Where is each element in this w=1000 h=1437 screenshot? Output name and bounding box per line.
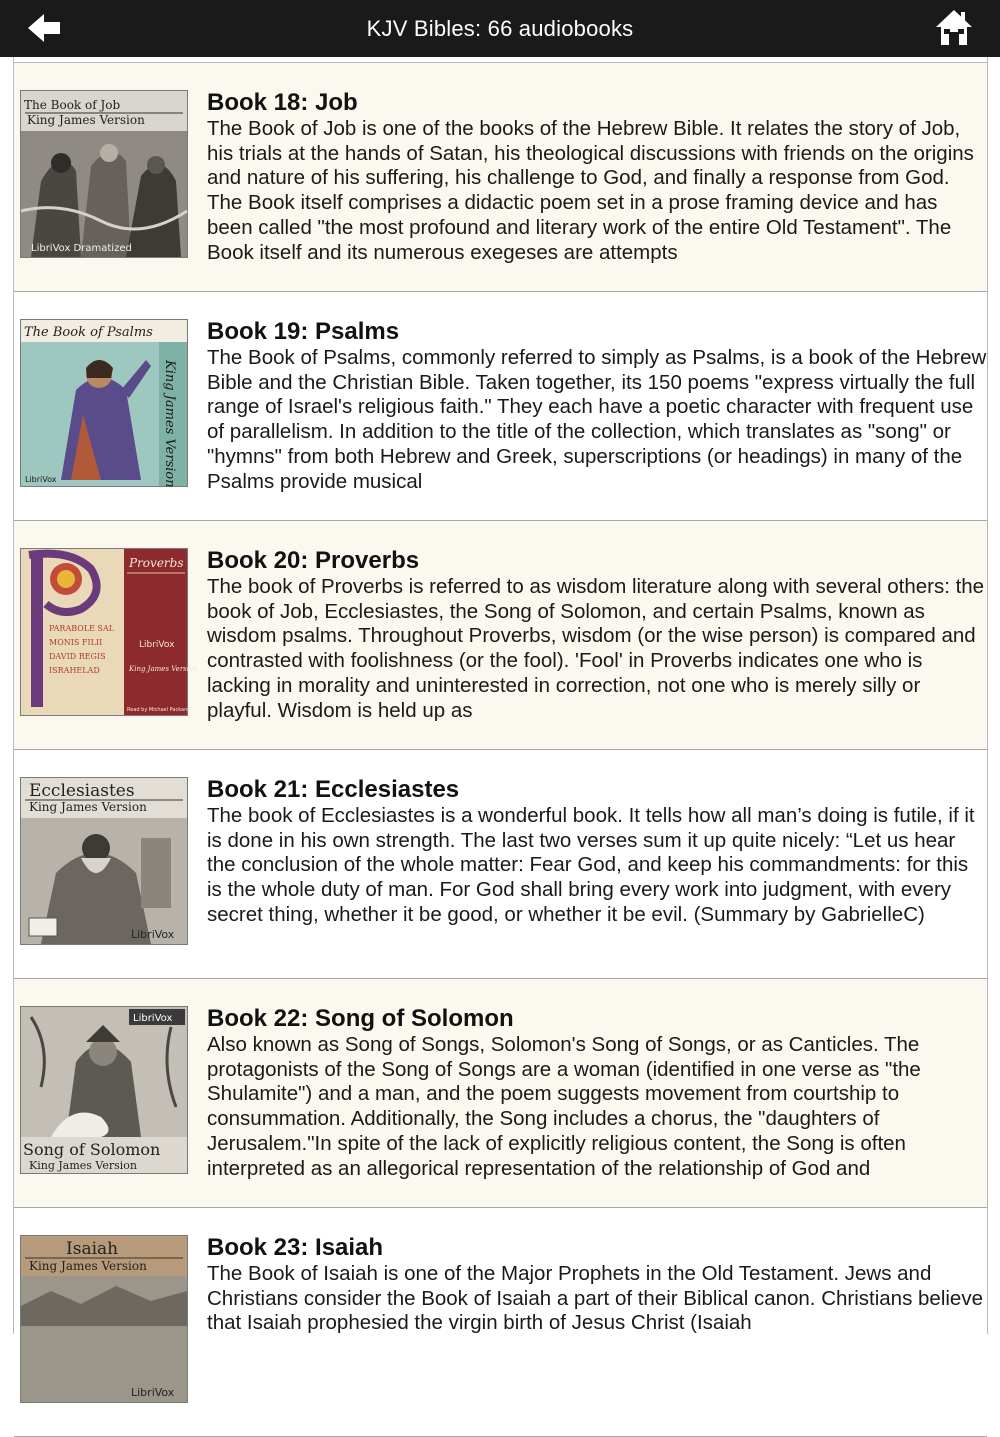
svg-text:Ecclesiastes: Ecclesiastes (29, 781, 135, 801)
svg-text:Read by Michael Packard: Read by Michael Packard (127, 707, 190, 713)
audiobook-list[interactable] (13, 57, 988, 1399)
svg-text:LibriVox: LibriVox (139, 640, 175, 650)
book-text-ecclesiastes (207, 776, 987, 952)
book-text-psalms (207, 318, 987, 494)
home-button[interactable] (934, 8, 974, 48)
svg-text:PARABOLE SAL: PARABOLE SAL (49, 624, 115, 633)
book-title: Book 20: Proverbs (207, 547, 420, 574)
book-description: The Book of Psalms, commonly referred to simply as Psalms, is a book of the Hebrew Bible and the Christian Bible. Taken together, its 150 poems "express virtually the full range of Israel's religious faith." They each have a poetic character with frequent use of parallelism. In addition to the title of the collection, which translates as "song" or "hymns" from both Hebrew and Greek, superscriptions (or headings) in many of the Psalms provide musical (207, 346, 987, 493)
page-title: KJV Bibles: 66 audiobooks (366, 16, 634, 41)
book-text-song-of-solomon (207, 1005, 987, 1181)
book-list-item-job[interactable] (14, 63, 987, 292)
svg-text:LibriVox: LibriVox (133, 1013, 173, 1024)
svg-text:Isaiah: Isaiah (66, 1239, 119, 1259)
book-cover-ecclesiastes (20, 777, 188, 945)
svg-text:King James Version: King James Version (29, 1259, 147, 1273)
book-title: Book 18: Job (207, 89, 358, 116)
book-description: The Book of Job is one of the books of the Hebrew Bible. It relates the story of Job, his trials at the hands of Satan, his theological discussions with friends on the origins and nature of his suffering, his challenge to God, and finally a response from God. The Book itself comprises a didactic poem set in a prose framing device and has been called "the most profound and literary work of the entire Old Testament". The Book itself and its numerous exegeses are attempts (207, 117, 974, 264)
svg-text:LibriVox: LibriVox (131, 1386, 175, 1399)
book-list-item-song-of-solomon[interactable] (14, 979, 987, 1208)
book-description: The book of Proverbs is referred to as wisdom literature along with several others: the book of Job, Ecclesiastes, the Song of Solomon, and certain Psalms, known as wisdom psalms. Throughout Proverbs, wisdom (or the wise person) is compared and contrasted with foolishness (or the fool). 'Fool' in Proverbs indicates one who is lacking in morality and uninterested in correction, not one who is merely silly or playful. Wisdom is held up as (207, 575, 985, 722)
svg-text:King James Version: King James Version (29, 800, 147, 814)
book-title: Book 22: Song of Solomon (207, 1005, 514, 1032)
book-cover-job (20, 90, 188, 258)
svg-text:LibriVox Dramatized: LibriVox Dramatized (31, 243, 132, 254)
book-text-job (207, 89, 987, 265)
svg-text:King James Version: King James Version (29, 1159, 137, 1172)
book-cover-proverbs (20, 548, 198, 716)
top-navigation-bar (0, 0, 1000, 57)
svg-text:LibriVox: LibriVox (25, 475, 57, 484)
book-cover-isaiah (20, 1235, 188, 1403)
svg-text:King James Version: King James Version (162, 360, 177, 488)
svg-text:Song of Solomon: Song of Solomon (23, 1140, 161, 1159)
svg-text:ISRAHELAD: ISRAHELAD (49, 666, 100, 675)
svg-text:Proverbs: Proverbs (129, 556, 184, 570)
svg-text:LibriVox: LibriVox (131, 928, 175, 941)
svg-text:King James Version: King James Version (27, 113, 145, 127)
book-list-item-ecclesiastes[interactable] (14, 750, 987, 979)
book-cover-psalms (20, 319, 188, 487)
svg-text:The Book of Psalms: The Book of Psalms (24, 325, 153, 340)
book-title: Book 21: Ecclesiastes (207, 776, 460, 803)
svg-text:The Book of Job: The Book of Job (24, 98, 121, 112)
book-list-item-proverbs[interactable] (14, 521, 987, 750)
svg-text:DAVID REGIS: DAVID REGIS (49, 652, 106, 661)
book-title: Book 19: Psalms (207, 318, 400, 345)
book-cover-song-of-solomon (20, 1006, 188, 1174)
svg-text:King James Version: King James Version (129, 665, 198, 673)
book-text-isaiah (207, 1234, 987, 1410)
book-list-item-psalms[interactable] (14, 292, 987, 521)
home-icon (934, 8, 974, 48)
book-description: The book of Ecclesiastes is a wonderful book. It tells how all man’s doing is futile, if it is done in his own strength. The last two verses sum it up quite nicely: “Let us hear the conclusion of the whole matter: Fear God, and keep his commandments: for this is the whole duty of man. For God shall bring every work into judgment, with every secret thing, whether it be good, or whether it be evil. (Summary by GabrielleC) (207, 804, 975, 926)
book-description: The Book of Isaiah is one of the Major Prophets in the Old Testament. Jews and Christians consider the Book of Isaiah a part of their Biblical canon. Christians believe that Isaiah prophesied the virgin birth of Jesus Christ (Isaiah (207, 1262, 983, 1335)
book-list-item-isaiah[interactable] (14, 1208, 987, 1437)
book-description: Also known as Song of Songs, Solomon's Song of Songs, or as Canticles. The protagonists of the Song of Songs are a woman (identified in one verse as "the Shulamite") and a man, and the poem suggests movement from courtship to consummation. Additionally, the Song includes a chorus, the "daughters of Jerusalem."In spite of the lack of explicitly religious content, the Song is often interpreted as an allegorical representation of the relationship of God and (207, 1033, 921, 1180)
svg-text:MONIS FILII: MONIS FILII (49, 638, 103, 647)
book-text-proverbs (207, 547, 987, 723)
book-title: Book 23: Isaiah (207, 1234, 384, 1261)
